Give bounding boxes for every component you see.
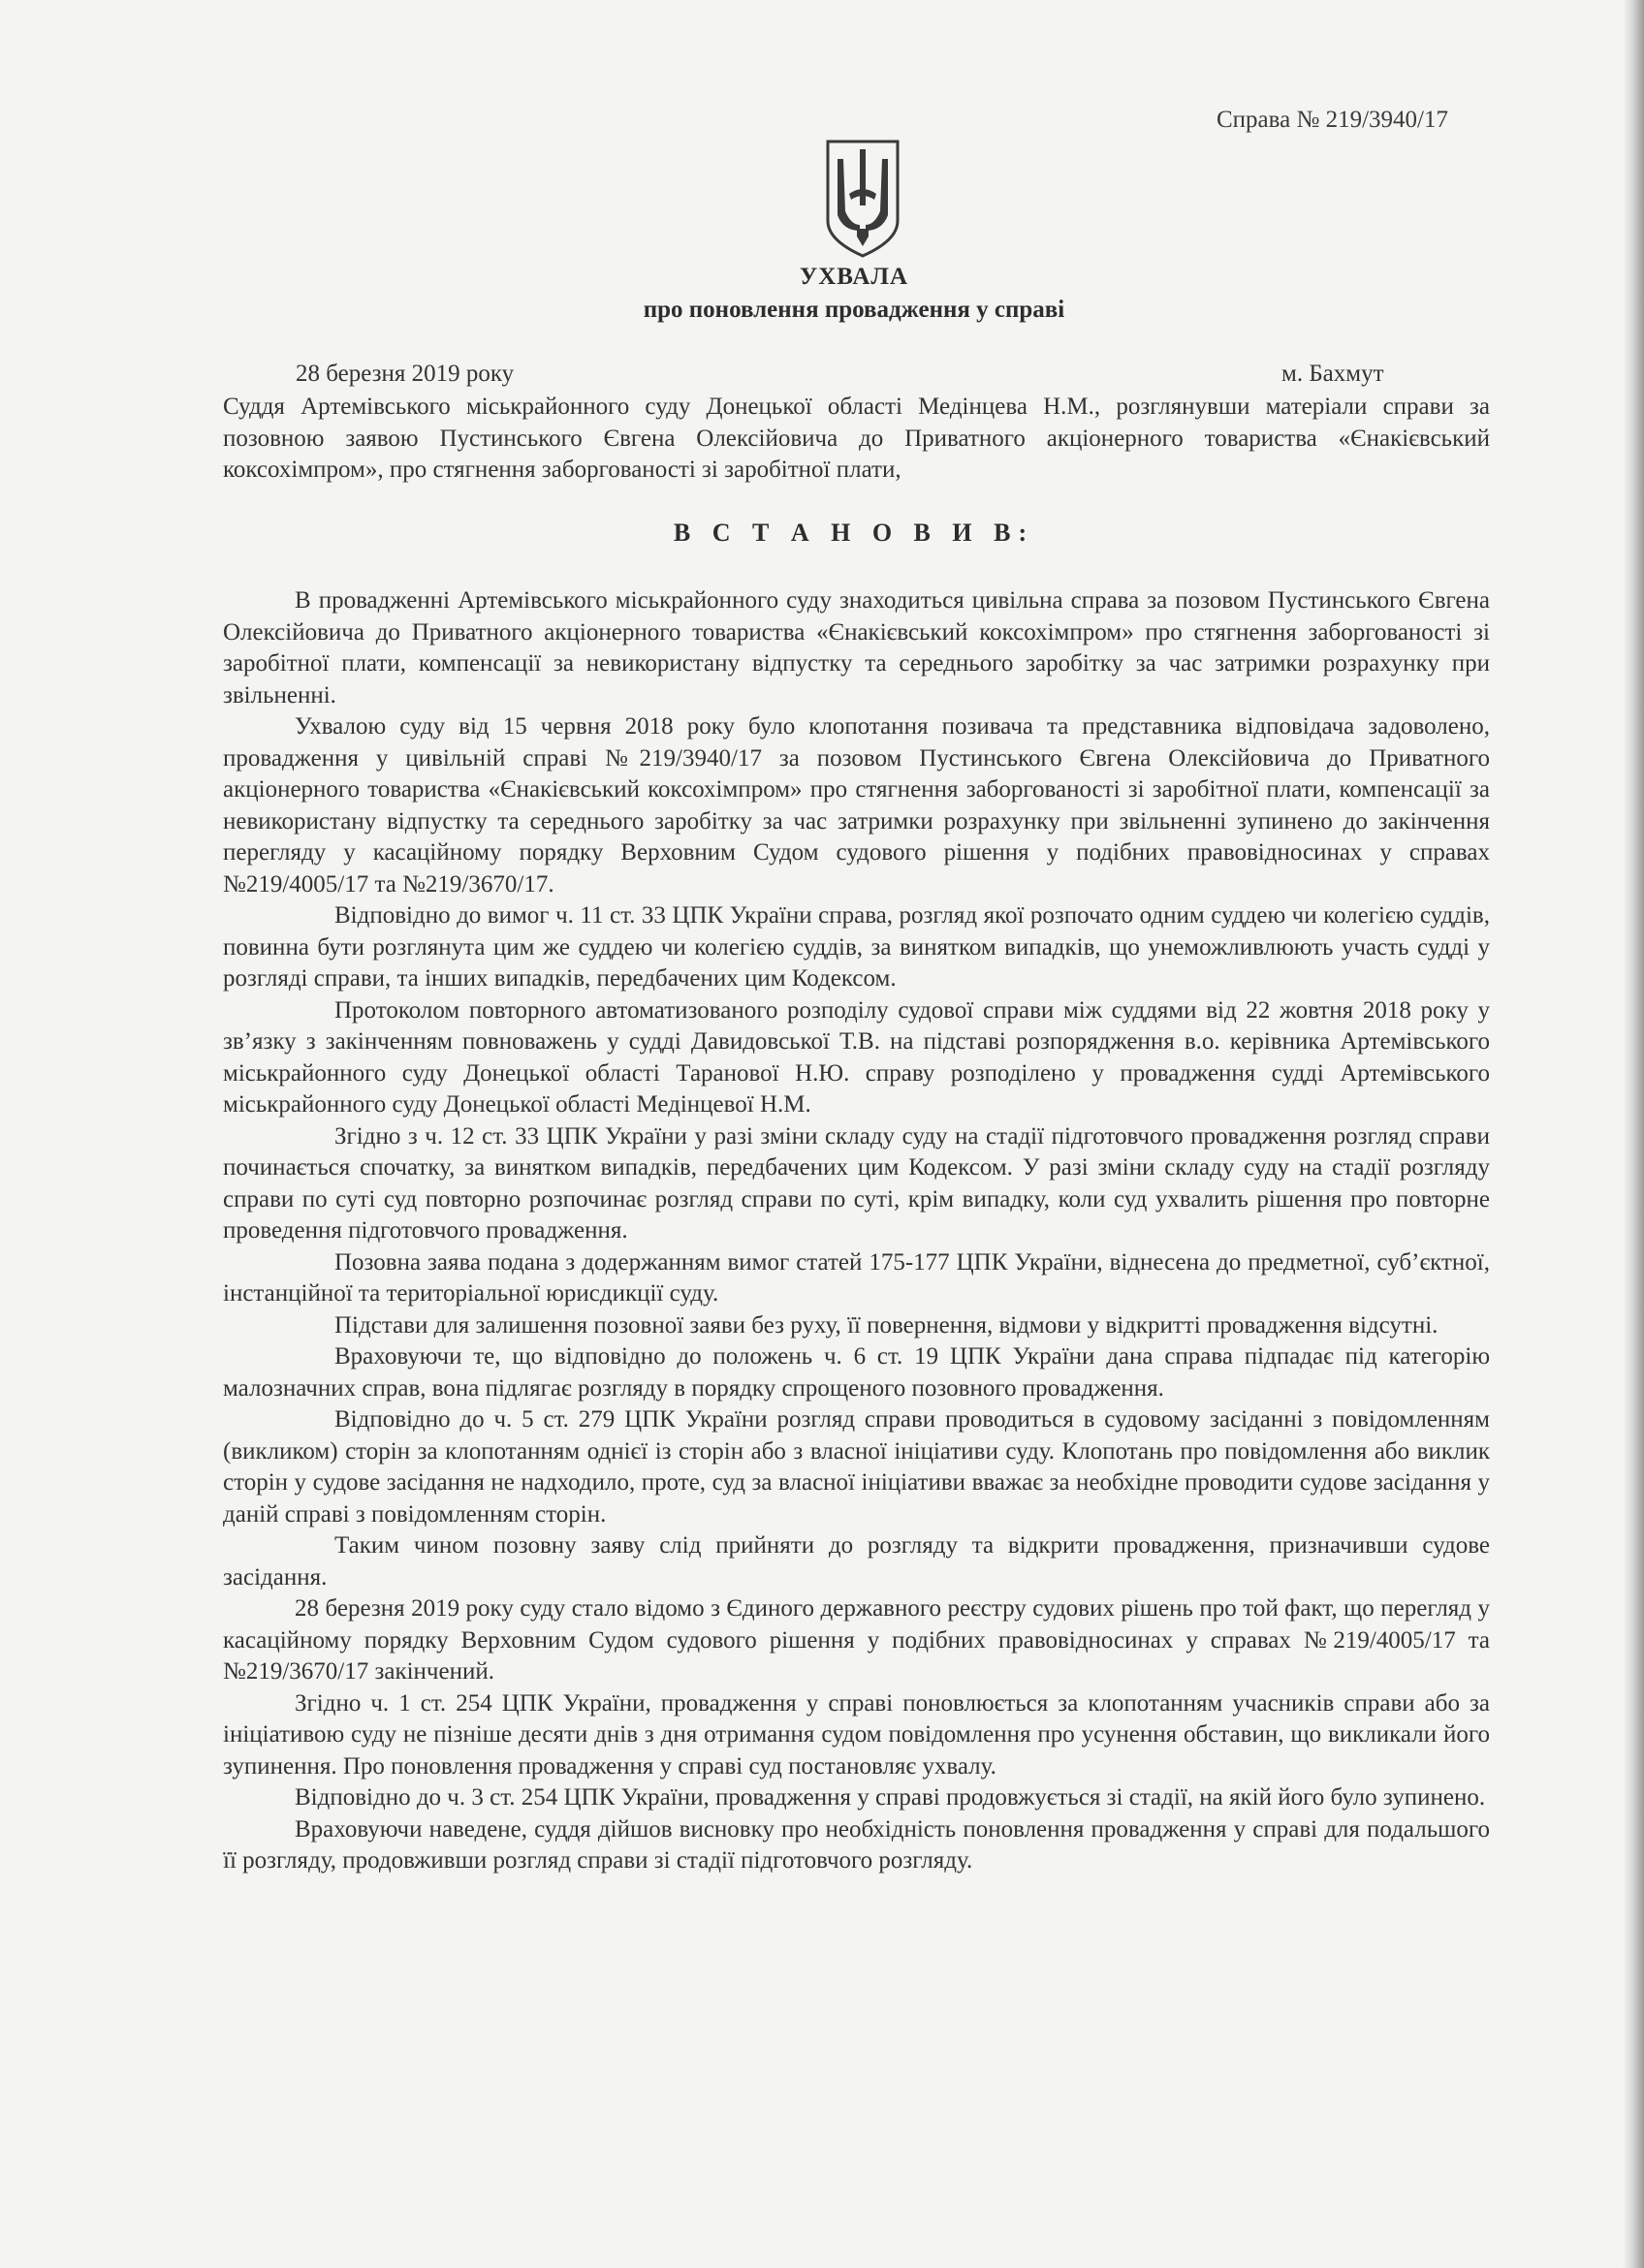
document-city: м. Бахмут [1281, 361, 1384, 387]
document-subtitle: про поновлення провадження у справі [643, 297, 1065, 323]
document-date: 28 березня 2019 року [296, 361, 515, 387]
body-paragraph: В провадженні Артемівського міськрайонного суду знаходиться цивільна справа за позовом Пустинського Євгена Олексійовича до Приватного акціонерного товариства «Єнакієвський коксохімпром» про стягнення заборгованості зі заробітної плати, компенсації за невикористану відпустку та середнього заробітку за час затримки розрахунку при звільненні. [223, 587, 1490, 709]
body-paragraph: Згідно ч. 1 ст. 254 ЦПК України, провадження у справі поновлюється за клопотанням учасників справи або за ініціативою суду не пізніше десяти днів з дня отримання судом повідомлення про усунення обставин, що викликали його зупинення. Про поновлення провадження у справі суд постановляє ухвалу. [223, 1689, 1490, 1780]
body-paragraph: Згідно з ч. 12 ст. 33 ЦПК України у разі зміни складу суду на стадії підготовчого провадження розгляд справи починається спочатку, за винятком випадків, передбачених цим Кодексом. У разі зміни складу суду на стадії розгляду справи по суті суд повторно розпочинає розгляд справи по суті, крім випадку, коли суд ухвалить рішення про повторне проведення підготовчого провадження. [223, 1122, 1490, 1244]
body-paragraph: Відповідно до вимог ч. 11 ст. 33 ЦПК України справа, розгляд якої розпочато одним суддею чи колегією суддів, повинна бути розглянута цим же суддею чи колегією суддів, за винятком випадків, що унеможливлюють участь судді у розгляді справи, та інших випадків, передбачених цим Кодексом. [223, 902, 1490, 992]
body-text [223, 585, 1490, 1877]
section-heading: В С Т А Н О В И В: [673, 519, 1035, 547]
body-paragraph: Ухвалою суду від 15 червня 2018 року було клопотання позивача та представника відповідача задоволено, провадження у цивільній справі №219/3940/17 за позовом Пустинського Євгена Олексійовича до Приватного акціонерного товариства «Єнакієвський коксохімпром» про стягнення заборгованості зі заробітної плати, компенсації за невикористану відпустку та середнього заробітку за час затримки розрахунку при звільненні зупинено до закінчення перегляду у касаційному порядку Верховним Судом судового рішення у подібних правовідносинах у справах №219/4005/17 та №219/3670/17. [223, 713, 1490, 898]
body-paragraph: 28 березня 2019 року суду стало відомо з Єдиного державного реєстру судових рішень про той факт, що перегляд у касаційному порядку Верховним Судом судового рішення у подібних правовідносинах у справах №219/4005/17 та №219/3670/17 закінчений. [223, 1595, 1490, 1685]
body-paragraph: Протоколом повторного автоматизованого розподілу судової справи між суддями від 22 жовтня 2018 року у зв’язку з закінченням повноважень у судді Давидовської Т.В. на підставі розпорядження в.о. керівника Артемівського міськрайонного суду Донецької області Таранової Н.Ю. справу розподілено у провадження судді Артемівського міськрайонного суду Донецької області Медінцевої Н.М. [223, 996, 1490, 1118]
intro-paragraph: Суддя Артемівського міськрайонного суду Донецької області Медінцева Н.М., розглянувши матеріали справи за позовною заявою Пустинського Євгена Олексійовича до Приватного акціонерного товариства «Єнакієвський коксохімпром», про стягнення заборгованості зі заробітної плати, [223, 394, 1490, 483]
body-paragraph: Позовна заява подана з додержанням вимог статей 175-177 ЦПК України, віднесена до предметної, суб’єктної, інстанційної та територіальної юрисдикції суду. [223, 1248, 1490, 1307]
body-paragraph: Враховуючи те, що відповідно до положень ч. 6 ст. 19 ЦПК України дана справа підпадає під категорію малозначних справ, вона підлягає розгляду в порядку спрощеного позовного провадження. [223, 1343, 1490, 1402]
page-edge-shadow [1623, 0, 1644, 2268]
body-paragraph: Таким чином позовну заяву слід прийняти до розгляду та відкрити провадження, призначивши судове засідання. [223, 1532, 1490, 1591]
body-paragraph: Відповідно до ч. 3 ст. 254 ЦПК України, провадження у справі продовжується зі стадії, на якій його було зупинено. [295, 1784, 1486, 1811]
body-paragraph: Враховуючи наведене, суддя дійшов висновку про необхідність поновлення провадження у справі для подальшого її розгляду, продовживши розгляд справи зі стадії підготовчого розгляду. [223, 1815, 1490, 1874]
document-title: УХВАЛА [799, 264, 909, 290]
body-paragraph: Відповідно до ч. 5 ст. 279 ЦПК України розгляд справи проводиться в судовому засіданні з повідомленням (викликом) сторін за клопотанням однієї із сторін або з власної ініціативи суду. Клопотань про повідомлення або виклик сторін у судове засідання не надходило, проте, суд за власної ініціативи вважає за необхідне проводити судове засідання у даній справі з повідомленням сторін. [223, 1406, 1490, 1528]
case-number: Справа № 219/3940/17 [1217, 107, 1448, 133]
coat-of-arms-icon [820, 136, 905, 262]
body-paragraph: Підстави для залишення позовної заяви без руху, її повернення, відмови у відкритті провадження відсутні. [334, 1311, 1438, 1339]
